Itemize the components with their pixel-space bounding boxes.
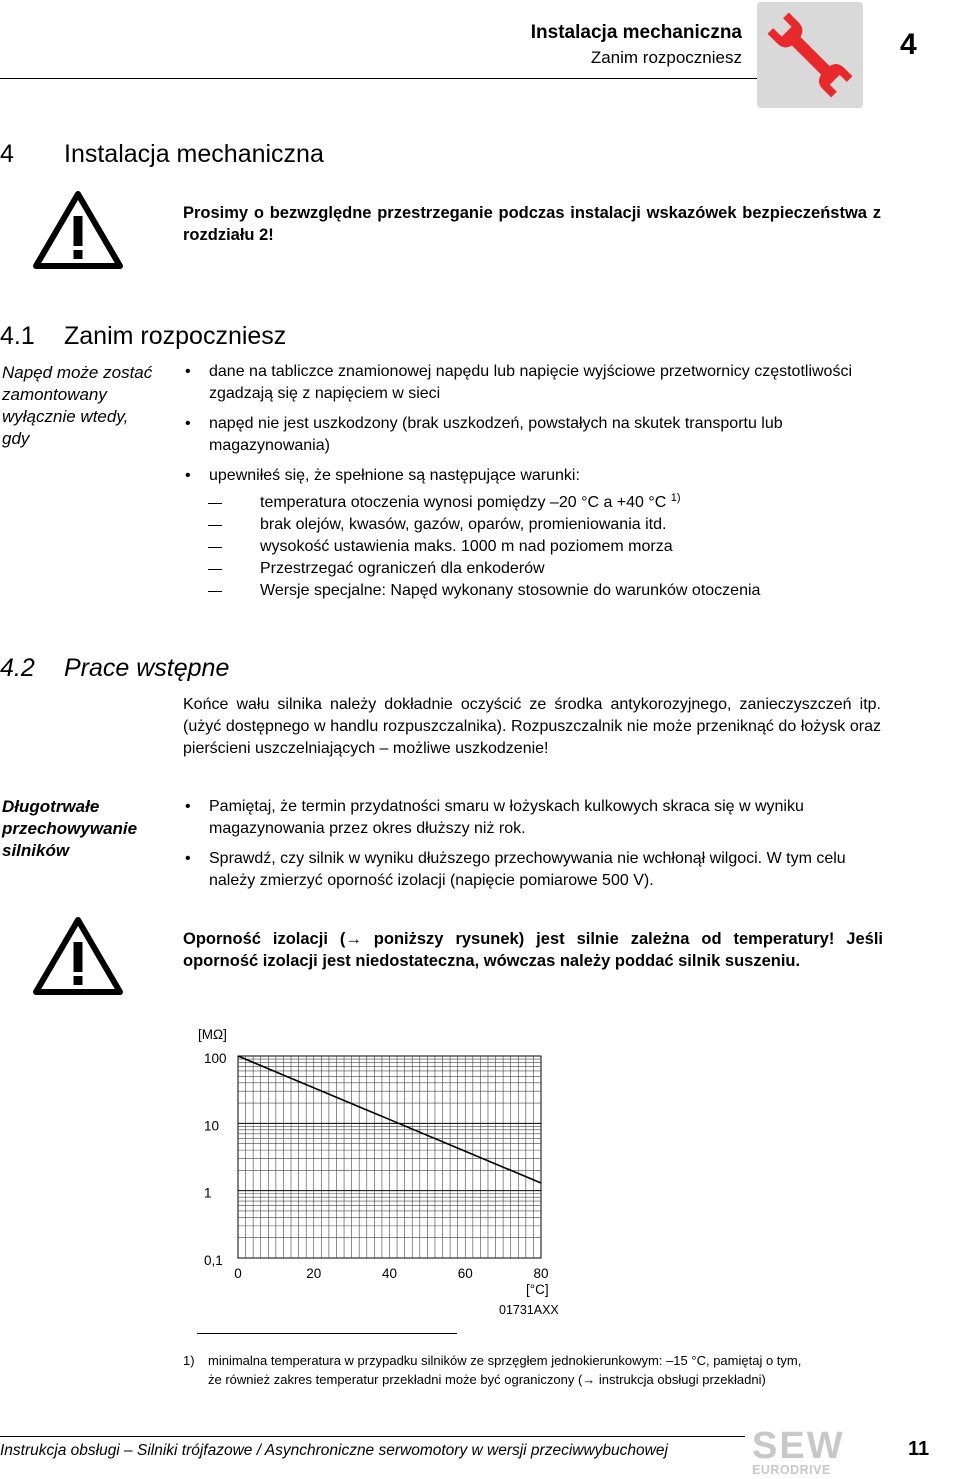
- y-tick-label: 100: [204, 1051, 227, 1066]
- section-4-2-title: Prace wstępne: [64, 654, 230, 682]
- x-tick-label: 60: [457, 1266, 473, 1281]
- footnote-ref: 1): [670, 492, 681, 504]
- x-axis-label: [°C]: [526, 1282, 549, 1297]
- header-title: Instalacja mechaniczna: [530, 22, 742, 43]
- section-4-2-warning: Oporność izolacji (→ poniższy rysunek) jest silnie zależna od temperatury! Jeśli oporność izolacji jest niedostateczna, wówczas należy poddać silnik suszeniu.: [183, 930, 883, 970]
- section-4-2-number: 4.2: [0, 654, 35, 682]
- footnote-line-1: minimalna temperatura w przypadku silników ze sprzęgłem jednokierunkowym: –15 °C, pamiętaj o tym,: [208, 1353, 802, 1368]
- list-item: • napęd nie jest uszkodzony (brak uszkodzeń, powstałych na skutek transportu lub magazynowania): [183, 413, 883, 457]
- footnote-marker: 1): [183, 1353, 195, 1368]
- footer-text: Instrukcja obsługi – Silniki trójfazowe / Asynchroniczne serwomotory w wersji przeciwwybuchowej: [0, 1442, 668, 1459]
- condition-text: brak olejów, kwasów, gazów, oparów, promieniowania itd.: [260, 516, 667, 533]
- footnote-divider: [197, 1333, 457, 1334]
- sew-eurodrive-logo: [752, 1425, 860, 1478]
- condition-text: wysokość ustawienia maks. 1000 m nad poziomem morza: [260, 538, 673, 555]
- y-axis-label: [MΩ]: [198, 1027, 227, 1042]
- y-tick-label: 0,1: [204, 1253, 223, 1268]
- section-4-1-sidenote: Napęd może zostać zamontowany wyłącznie wtedy, gdy: [2, 363, 153, 448]
- footer-divider: [0, 1436, 745, 1437]
- x-tick-label: 80: [533, 1266, 549, 1281]
- x-tick-label: 40: [381, 1266, 398, 1281]
- list-item: • Sprawdź, czy silnik w wyniku dłuższego przechowywania nie wchłonął wilgoci. W tym celu należy zmierzyć oporność izolacji (napięcie pomiarowe 500 V).: [183, 848, 883, 892]
- header-subtitle: Zanim rozpoczniesz: [590, 48, 742, 67]
- list-item: • dane na tabliczce znamionowej napędu lub napięcie wyjściowe przetwornicy częstotliwości zgadzają się z napięciem w sieci: [183, 361, 883, 405]
- page-number: 11: [908, 1438, 930, 1460]
- figure-id: 01731AXX: [499, 1303, 559, 1317]
- chapter-number: 4: [900, 28, 917, 61]
- section-4-warning: Prosimy o bezwzględne przestrzeganie podczas instalacji wskazówek bezpieczeństwa z rozdziału 2!: [183, 204, 881, 244]
- list-item: • upewniłeś się, że spełnione są następujące warunki:: [183, 465, 883, 487]
- storage-sidenote: Długotrwałe przechowywanie silników: [2, 797, 138, 860]
- section-4-title: Instalacja mechaniczna: [64, 140, 324, 168]
- footnote-line-2: że również zakres temperatur przekładni może być ograniczony (→ instrukcja obsługi przekładni): [208, 1372, 766, 1387]
- condition-text: temperatura otoczenia wynosi pomiędzy –20 °C a +40 °C: [260, 494, 667, 511]
- list-item: • Pamiętaj, że termin przydatności smaru w łożyskach kulkowych skraca się w wyniku magazynowania przez okres dłuższy niż rok.: [183, 796, 883, 840]
- section-4-1-number: 4.1: [0, 322, 35, 350]
- condition-text: Przestrzegać ograniczeń dla enkoderów: [260, 560, 545, 577]
- logo-eurodrive-text: EURODRIVE: [752, 1463, 831, 1477]
- section-4-2-paragraph: Końce wału silnika należy dokładnie oczyścić ze środka antykorozyjnego, zanieczyszczeń itp. (użyć dostępnego w handlu rozpuszczalnika). Rozpuszczalnik nie może przeniknąć do łożysk oraz pierścieni uszczelniających – możliwe uszkodzenie!: [183, 696, 881, 757]
- x-tick-label: 0: [234, 1266, 242, 1281]
- logo-sew-text: SEW: [752, 1425, 845, 1467]
- condition-text: Wersje specjalne: Napęd wykonany stosownie do warunków otoczenia: [260, 582, 761, 599]
- section-4-1-title: Zanim rozpoczniesz: [64, 322, 287, 350]
- section-4-number: 4: [0, 140, 14, 168]
- x-tick-label: 20: [306, 1266, 322, 1281]
- y-tick-label: 1: [204, 1185, 212, 1201]
- y-tick-label: 10: [204, 1118, 220, 1134]
